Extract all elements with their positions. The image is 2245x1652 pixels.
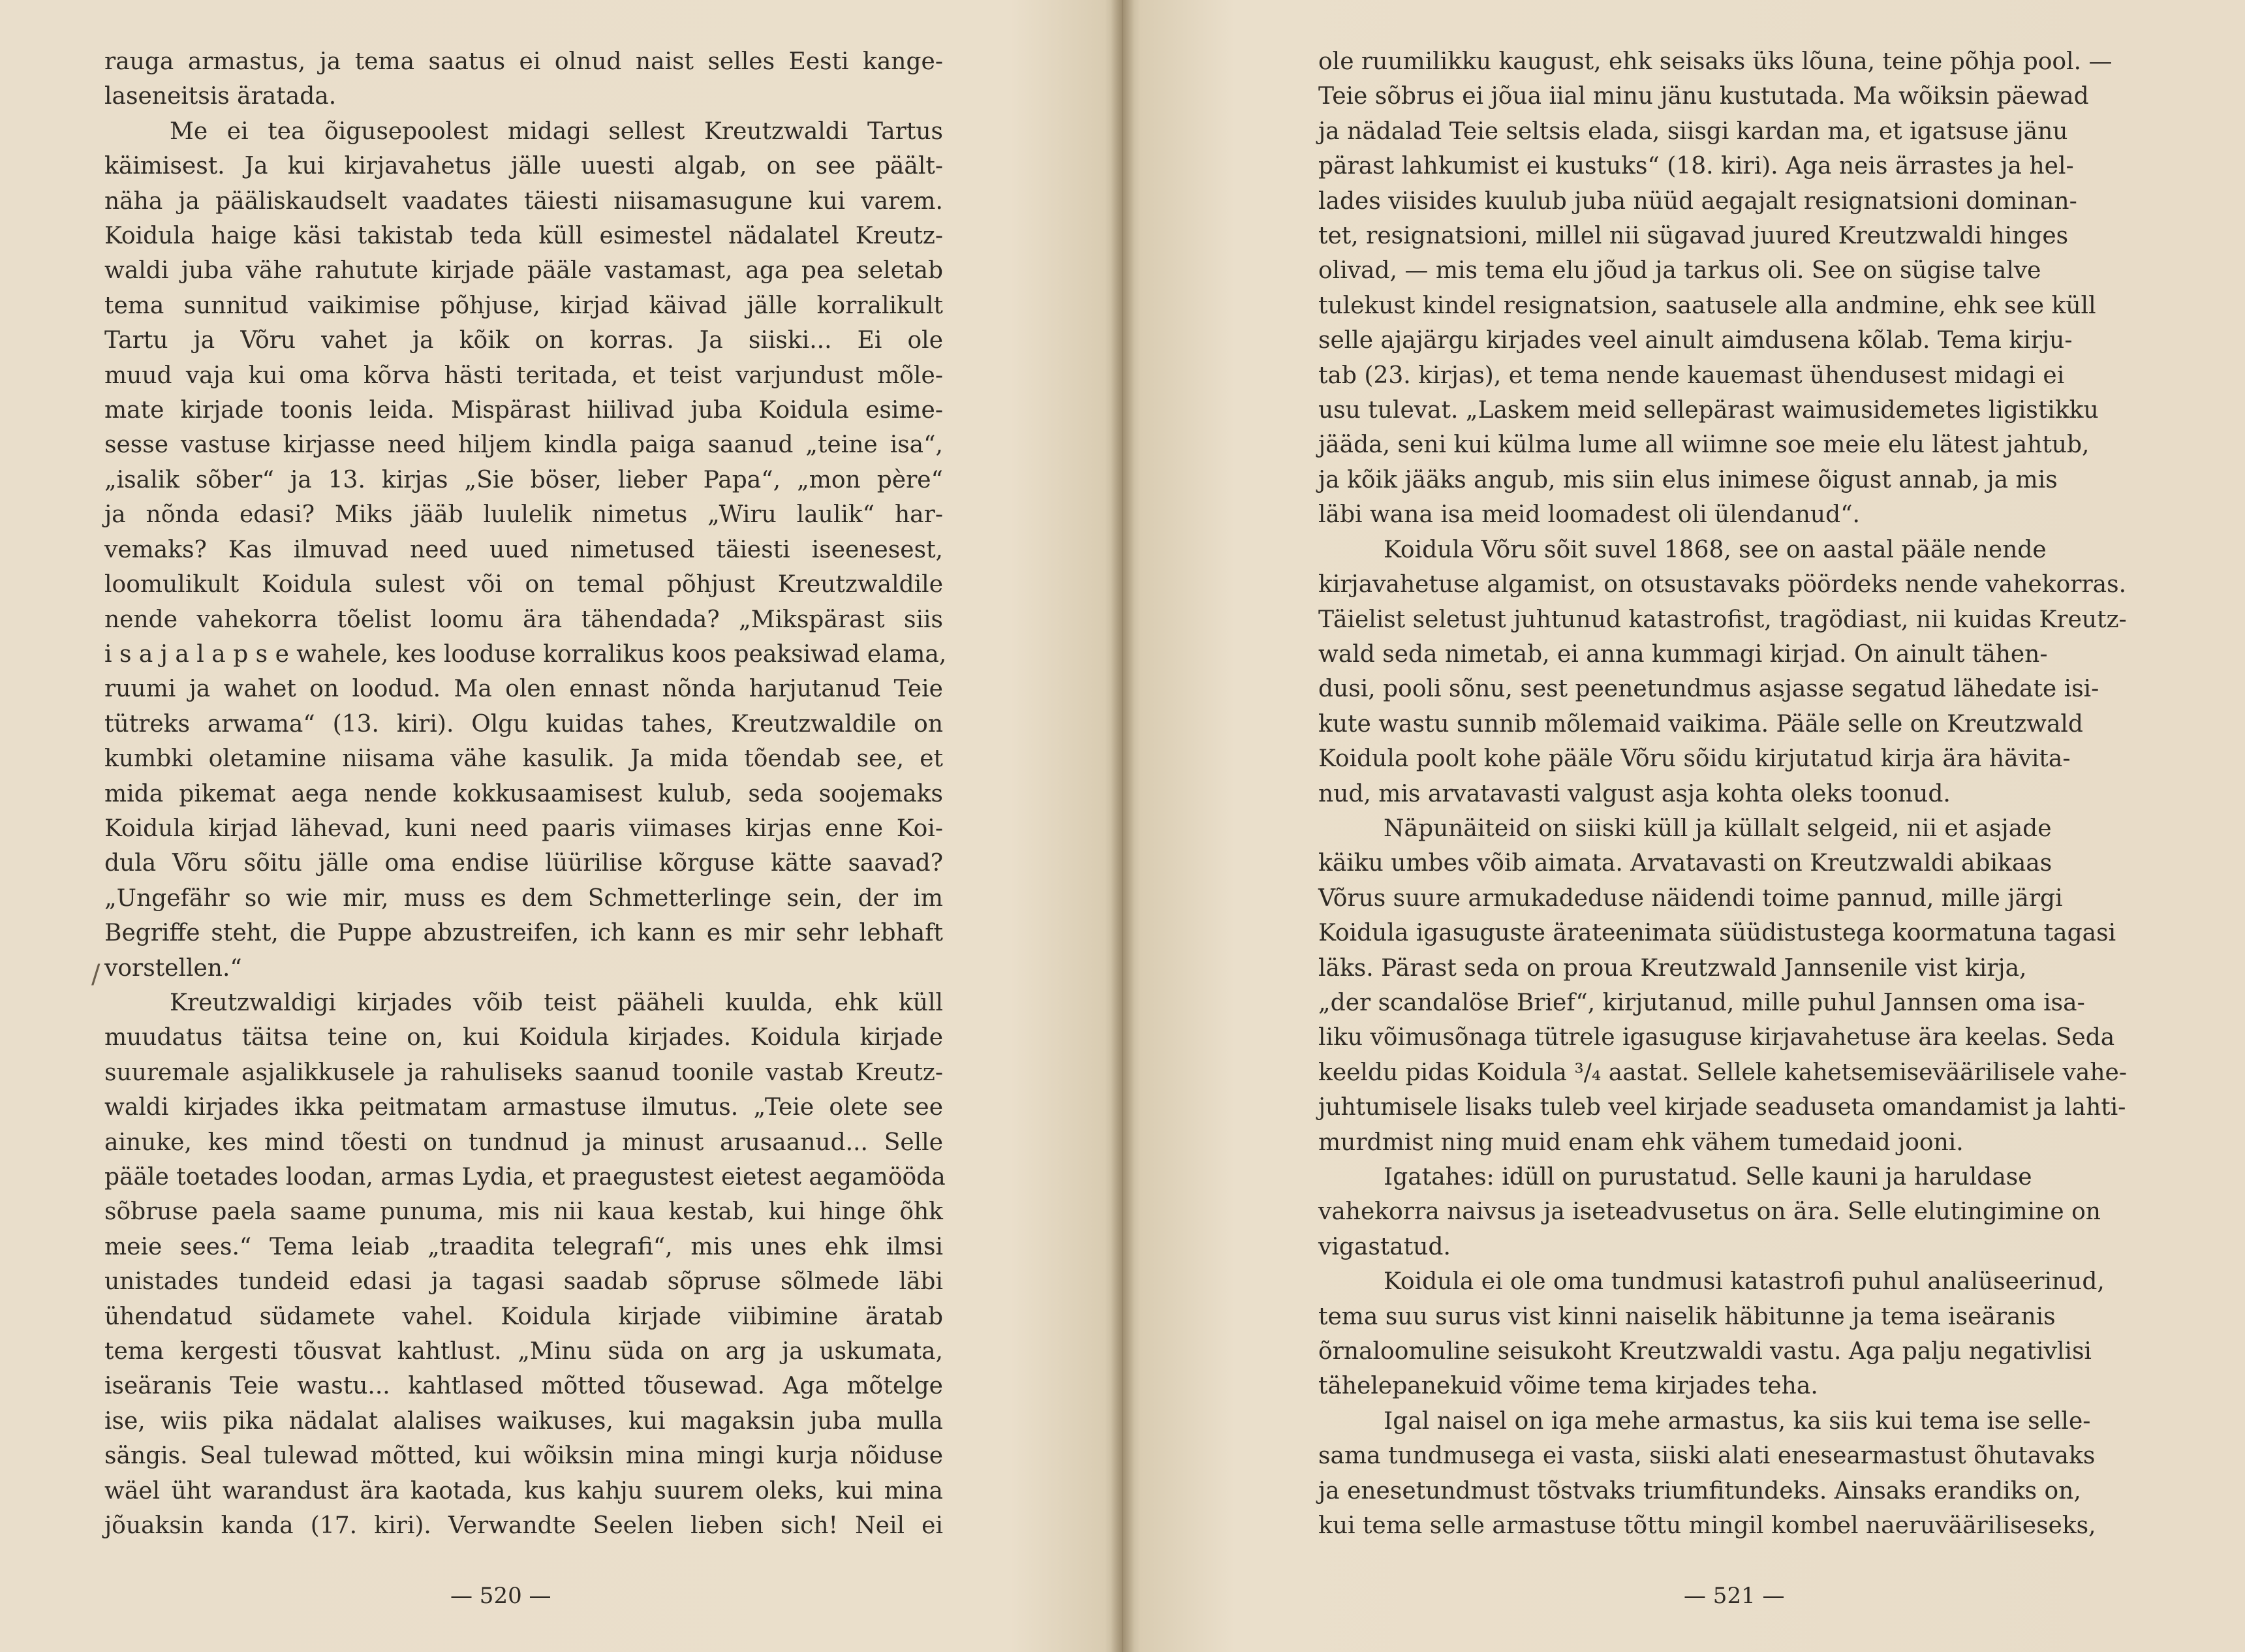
text-line: ja kõik jääks angub, mis siin elus inimese õigust annab, ja mis [1318,466,2058,493]
text-line: Igal naisel on iga mehe armastus, ka siis kui tema ise selle- [1384,1407,2091,1435]
text-line: waldi juba vähe rahutute kirjade pääle vastamast, aga pea seletab [104,257,943,285]
text-line: suuremale asjalikkusele ja rahuliseks saanud toonile vastab Kreutz- [104,1059,943,1086]
text-line: olivad, — mis tema elu jõud ja tarkus oli. See on sügise talve [1318,257,2041,285]
text-line: käiku umbes võib aimata. Arvatavasti on Kreutzwaldi abikaas [1318,850,2052,877]
text-line: laseneitsis äratada. [104,83,337,110]
margin-pencil-mark: / [91,959,101,990]
text-line: sängis. Seal tulewad mõtted, kui wõiksin mina mingi kurja nõiduse [104,1442,943,1470]
right-page [1122,0,2245,1652]
text-line: Täielist seletust juhtunud katastrofist, tragödiast, nii kuidas Kreutz- [1318,606,2127,633]
text-line: Begriffe steht, die Puppe abzustreifen, ich kann es mir sehr lebhaft [104,920,943,947]
text-line: Koidula igasuguste ärateenimata süüdistustega koormatuna tagasi [1318,920,2116,947]
text-line: keeldu pidas Koidula ³/₄ aastat. Sellele kahetsemiseväärilisele vahe- [1318,1059,2127,1086]
text-line: ühendatud südamete vahel. Koidula kirjade viibimine äratab [104,1303,943,1330]
text-line: õrnaloomuline seisukoht Kreutzwaldi vastu. Aga palju negativlisi [1318,1338,2092,1365]
text-line: usu tulevat. „Laskem meid sellepärast waimusidemetes ligistikku [1318,397,2099,424]
text-line: tab (23. kirjas), et tema nende kauemast ühendusest midagi ei [1318,362,2065,389]
text-line: sama tundmusega ei vasta, siiski alati enesearmastust õhutavaks [1318,1442,2096,1470]
text-line: Võrus suure armukadeduse näidendi toime pannud, mille järgi [1318,884,2063,912]
text-line: tema suu surus vist kinni naiselik häbitunne ja tema iseäranis [1318,1303,2056,1330]
text-line: kumbki oletamine niisama vähe kasulik. Ja mida tõendab see, et [104,745,943,773]
text-line: muud vaja kui oma kõrva hästi teritada, et teist varjundust mõle- [104,362,943,389]
text-line: mate kirjade toonis leida. Mispärast hiilivad juba Koidula esime- [104,397,943,424]
right-page-number: — 521 — [1684,1583,1785,1609]
text-line: dula Võru sõitu jälle oma endise lüürilise kõrguse kätte saavad? [104,850,943,877]
text-line: pääle toetades loodan, armas Lydia, et praegustest eietest aegamööda [104,1164,946,1191]
text-line: mida pikemat aega nende kokkusaamisest kulub, seda soojemaks [104,780,943,807]
text-line: Koidula haige käsi takistab teda küll esimestel nädalatel Kreutz- [104,223,943,250]
text-line: sesse vastuse kirjasse need hiljem kindla paiga saanud „teine isa“, [104,431,943,459]
text-line: nende vahekorra tõelist loomu ära tähendada? „Mikspärast siis [104,606,943,633]
text-line: muudatus täitsa teine on, kui Koidula kirjades. Koidula kirjade [104,1024,943,1052]
text-line: tema kergesti tõusvat kahtlust. „Minu süda on arg ja uskumata, [104,1338,943,1365]
left-page [0,0,1122,1652]
text-line: vorstellen.“ [104,954,242,982]
text-line: ainuke, kes mind tõesti on tundnud ja minust arusaanud... Selle [104,1129,943,1156]
text-line: „der scandalöse Brief“, kirjutanud, mille puhul Jannsen oma isa- [1318,989,2085,1016]
text-line: Koidula poolt kohe pääle Võru sõidu kirjutatud kirja ära hävita- [1318,745,2071,773]
text-line: wald seda nimetab, ei anna kummagi kirjad. On ainult tähen- [1318,640,2048,668]
text-line: tütreks arwama“ (13. kiri). Olgu kuidas tahes, Kreutzwaldile on [104,710,943,738]
text-line: Koidula kirjad lähevad, kuni need paaris viimases kirjas enne Koi- [104,815,943,842]
text-line: pärast lahkumist ei kustuks“ (18. kiri). Aga neis ärrastes ja hel- [1318,153,2074,180]
text-line: Igatahes: idüll on purustatud. Selle kauni ja haruldase [1384,1164,2032,1191]
text-line: Tartu ja Võru vahet ja kõik on korras. Ja siiski... Ei ole [104,327,943,354]
text-line: liku võimusõnaga tütrele igasuguse kirjavahetuse ära keelas. Seda [1318,1024,2115,1052]
text-line: ja nõnda edasi? Miks jääb luulelik nimetus „Wiru laulik“ har- [104,501,943,529]
text-line: meie sees.“ Tema leiab „traadita telegrafi“, mis unes ehk ilmsi [104,1233,943,1260]
text-line: i s a j a l a p s e wahele, kes looduse korralikus koos peaksiwad elama, [104,640,947,668]
text-line: Näpunäiteid on siiski küll ja küllalt selgeid, nii et asjade [1384,815,2052,842]
text-line: tulekust kindel resignatsion, saatusele alla andmine, ehk see küll [1318,292,2096,319]
text-line: waldi kirjades ikka peitmatam armastuse ilmutus. „Teie olete see [104,1094,943,1121]
text-line: lades viisides kuulub juba nüüd aegajalt resignatsioni dominan- [1318,187,2077,215]
text-line: rauga armastus, ja tema saatus ei olnud naist selles Eesti kange- [104,48,943,75]
text-line: kui tema selle armastuse tõttu mingil kombel naeruvääriliseseks, [1318,1512,2096,1540]
text-line: jõuaksin kanda (17. kiri). Verwandte Seelen lieben sich! Neil ei [104,1512,943,1540]
left-page-text [104,44,947,1543]
text-line: ole ruumilikku kaugust, ehk seisaks üks lõuna, teine põhja pool. — [1318,48,2113,75]
text-line: sõbruse paela saame punuma, mis nii kaua kestab, kui hinge õhk [104,1198,943,1226]
text-line: Teie sõbrus ei jõua iial minu jänu kustutada. Ma wõiksin päewad [1318,83,2089,110]
text-line: iseäranis Teie wastu... kahtlased mõtted tõusewad. Aga mõtelge [104,1373,943,1400]
text-line: läks. Pärast seda on proua Kreutzwald Jannsenile vist kirja, [1318,954,2027,982]
text-line: vigastatud. [1318,1233,1451,1260]
left-page-number: — 520 — [450,1583,551,1609]
text-line: selle ajajärgu kirjades veel ainult aimdusena kõlab. Tema kirju- [1318,327,2073,354]
text-line: juhtumisele lisaks tuleb veel kirjade seaduseta omandamist ja lahti- [1318,1094,2126,1121]
text-line: vahekorra naivsus ja iseteadvusetus on ära. Selle elutingimine on [1318,1198,2101,1226]
text-line: nud, mis arvatavasti valgust asja kohta oleks toonud. [1318,780,1951,807]
text-line: „Ungefähr so wie mir, muss es dem Schmetterlinge sein, der im [104,884,943,912]
text-line: „isalik sõber“ ja 13. kirjas „Sie böser, lieber Papa“, „mon père“ [104,466,943,493]
text-line: dusi, pooli sõnu, sest peenetundmus asjasse segatud lähedate isi- [1318,676,2099,703]
text-line: Koidula ei ole oma tundmusi katastrofi puhul analüseerinud, [1384,1268,2105,1296]
text-line: ise, wiis pika nädalat alalises waikuses, kui magaksin juba mulla [104,1407,943,1435]
text-line: tema sunnitud vaikimise põhjuse, kirjad käivad jälle korralikult [104,292,943,319]
text-line: jääda, seni kui külma lume all wiimne soe meie elu lätest jahtub, [1318,431,2090,459]
text-line: tet, resignatsioni, millel nii sügavad juured Kreutzwaldi hinges [1318,223,2069,250]
text-line: unistades tundeid edasi ja tagasi saadab sõpruse sõlmede läbi [104,1268,943,1296]
text-line: näha ja pääliskaudselt vaadates täiesti niisamasugune kui varem. [104,187,943,215]
text-line: ja nädalad Teie seltsis elada, siisgi kardan ma, et igatsuse jänu [1318,117,2068,145]
right-page-text [1318,44,2127,1543]
text-line: tähelepanekuid võime tema kirjades teha. [1318,1373,1818,1400]
text-line: Kreutzwaldigi kirjades võib teist pääheli kuulda, ehk küll [170,989,943,1016]
text-line: Me ei tea õigusepoolest midagi sellest Kreutzwaldi Tartus [170,117,943,145]
text-line: vemaks? Kas ilmuvad need uued nimetused täiesti iseenesest, [104,536,943,563]
text-line: murdmist ning muid enam ehk vähem tumedaid jooni. [1318,1129,1964,1156]
text-line: ruumi ja wahet on loodud. Ma olen ennast nõnda harjutanud Teie [104,676,943,703]
text-line: wäel üht warandust ära kaotada, kus kahju suurem oleks, kui mina [104,1477,943,1504]
text-line: loomulikult Koidula sulest või on temal põhjust Kreutzwaldile [104,571,943,599]
text-line: kute wastu sunnib mõlemaid vaikima. Pääle selle on Kreutzwald [1318,710,2083,738]
text-line: Koidula Võru sõit suvel 1868, see on aastal pääle nende [1384,536,2047,563]
text-line: ja enesetundmust tõstvaks triumfitundeks. Ainsaks erandiks on, [1318,1477,2081,1504]
text-line: läbi wana isa meid loomadest oli ülendanud“. [1318,501,1860,529]
text-line: käimisest. Ja kui kirjavahetus jälle uuesti algab, on see päält- [104,153,943,180]
text-line: kirjavahetuse algamist, on otsustavaks pöördeks nende vahekorras. [1318,571,2127,599]
